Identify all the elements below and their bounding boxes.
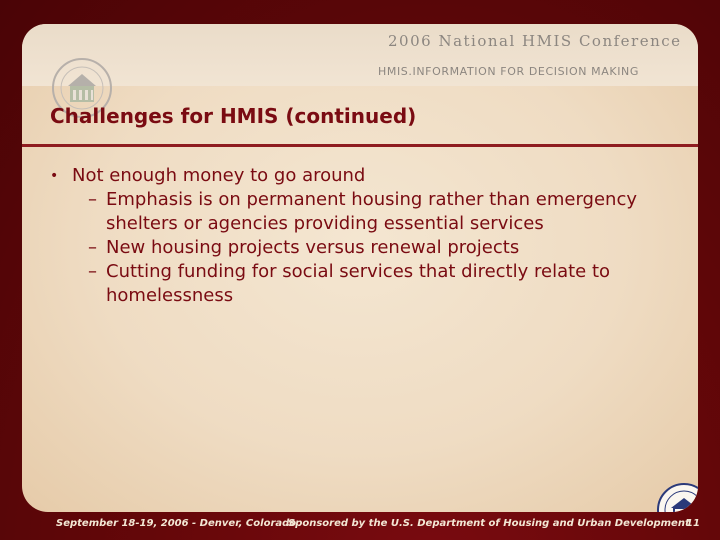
- bullet-dot: •: [50, 168, 59, 184]
- conference-subtitle: HMIS.INFORMATION FOR DECISION MAKING: [378, 65, 640, 78]
- sub-bullet-item: [88, 188, 680, 236]
- hud-seal-icon: [656, 482, 698, 512]
- sub-bullet-dash: –: [88, 237, 97, 258]
- slide-title: Challenges for HMIS (continued): [50, 104, 417, 128]
- slide-paper: [22, 24, 698, 512]
- sub-bullet-text: Cutting funding for social services that directly relate to homelessness: [106, 261, 611, 306]
- conference-title: 2006 National HMIS Conference: [388, 32, 682, 50]
- slide-body: [50, 164, 680, 308]
- footer-date-location: September 18-19, 2006 - Denver, Colorado: [56, 518, 297, 529]
- title-divider: [22, 144, 698, 147]
- sub-bullet-item: [88, 236, 680, 260]
- bullet-item: [50, 164, 680, 188]
- sub-bullet-item: [88, 260, 680, 308]
- sub-bullet-dash: –: [88, 189, 97, 210]
- sub-bullet-text: Emphasis is on permanent housing rather than emergency shelters or agencies providing essential services: [106, 189, 638, 234]
- page-number: 11: [686, 518, 700, 529]
- sub-bullet-text: New housing projects versus renewal projects: [106, 237, 520, 258]
- bullet-text: Not enough money to go around: [72, 165, 366, 186]
- footer-sponsor: Sponsored by the U.S. Department of Housing and Urban Development: [288, 518, 690, 529]
- sub-bullet-dash: –: [88, 261, 97, 282]
